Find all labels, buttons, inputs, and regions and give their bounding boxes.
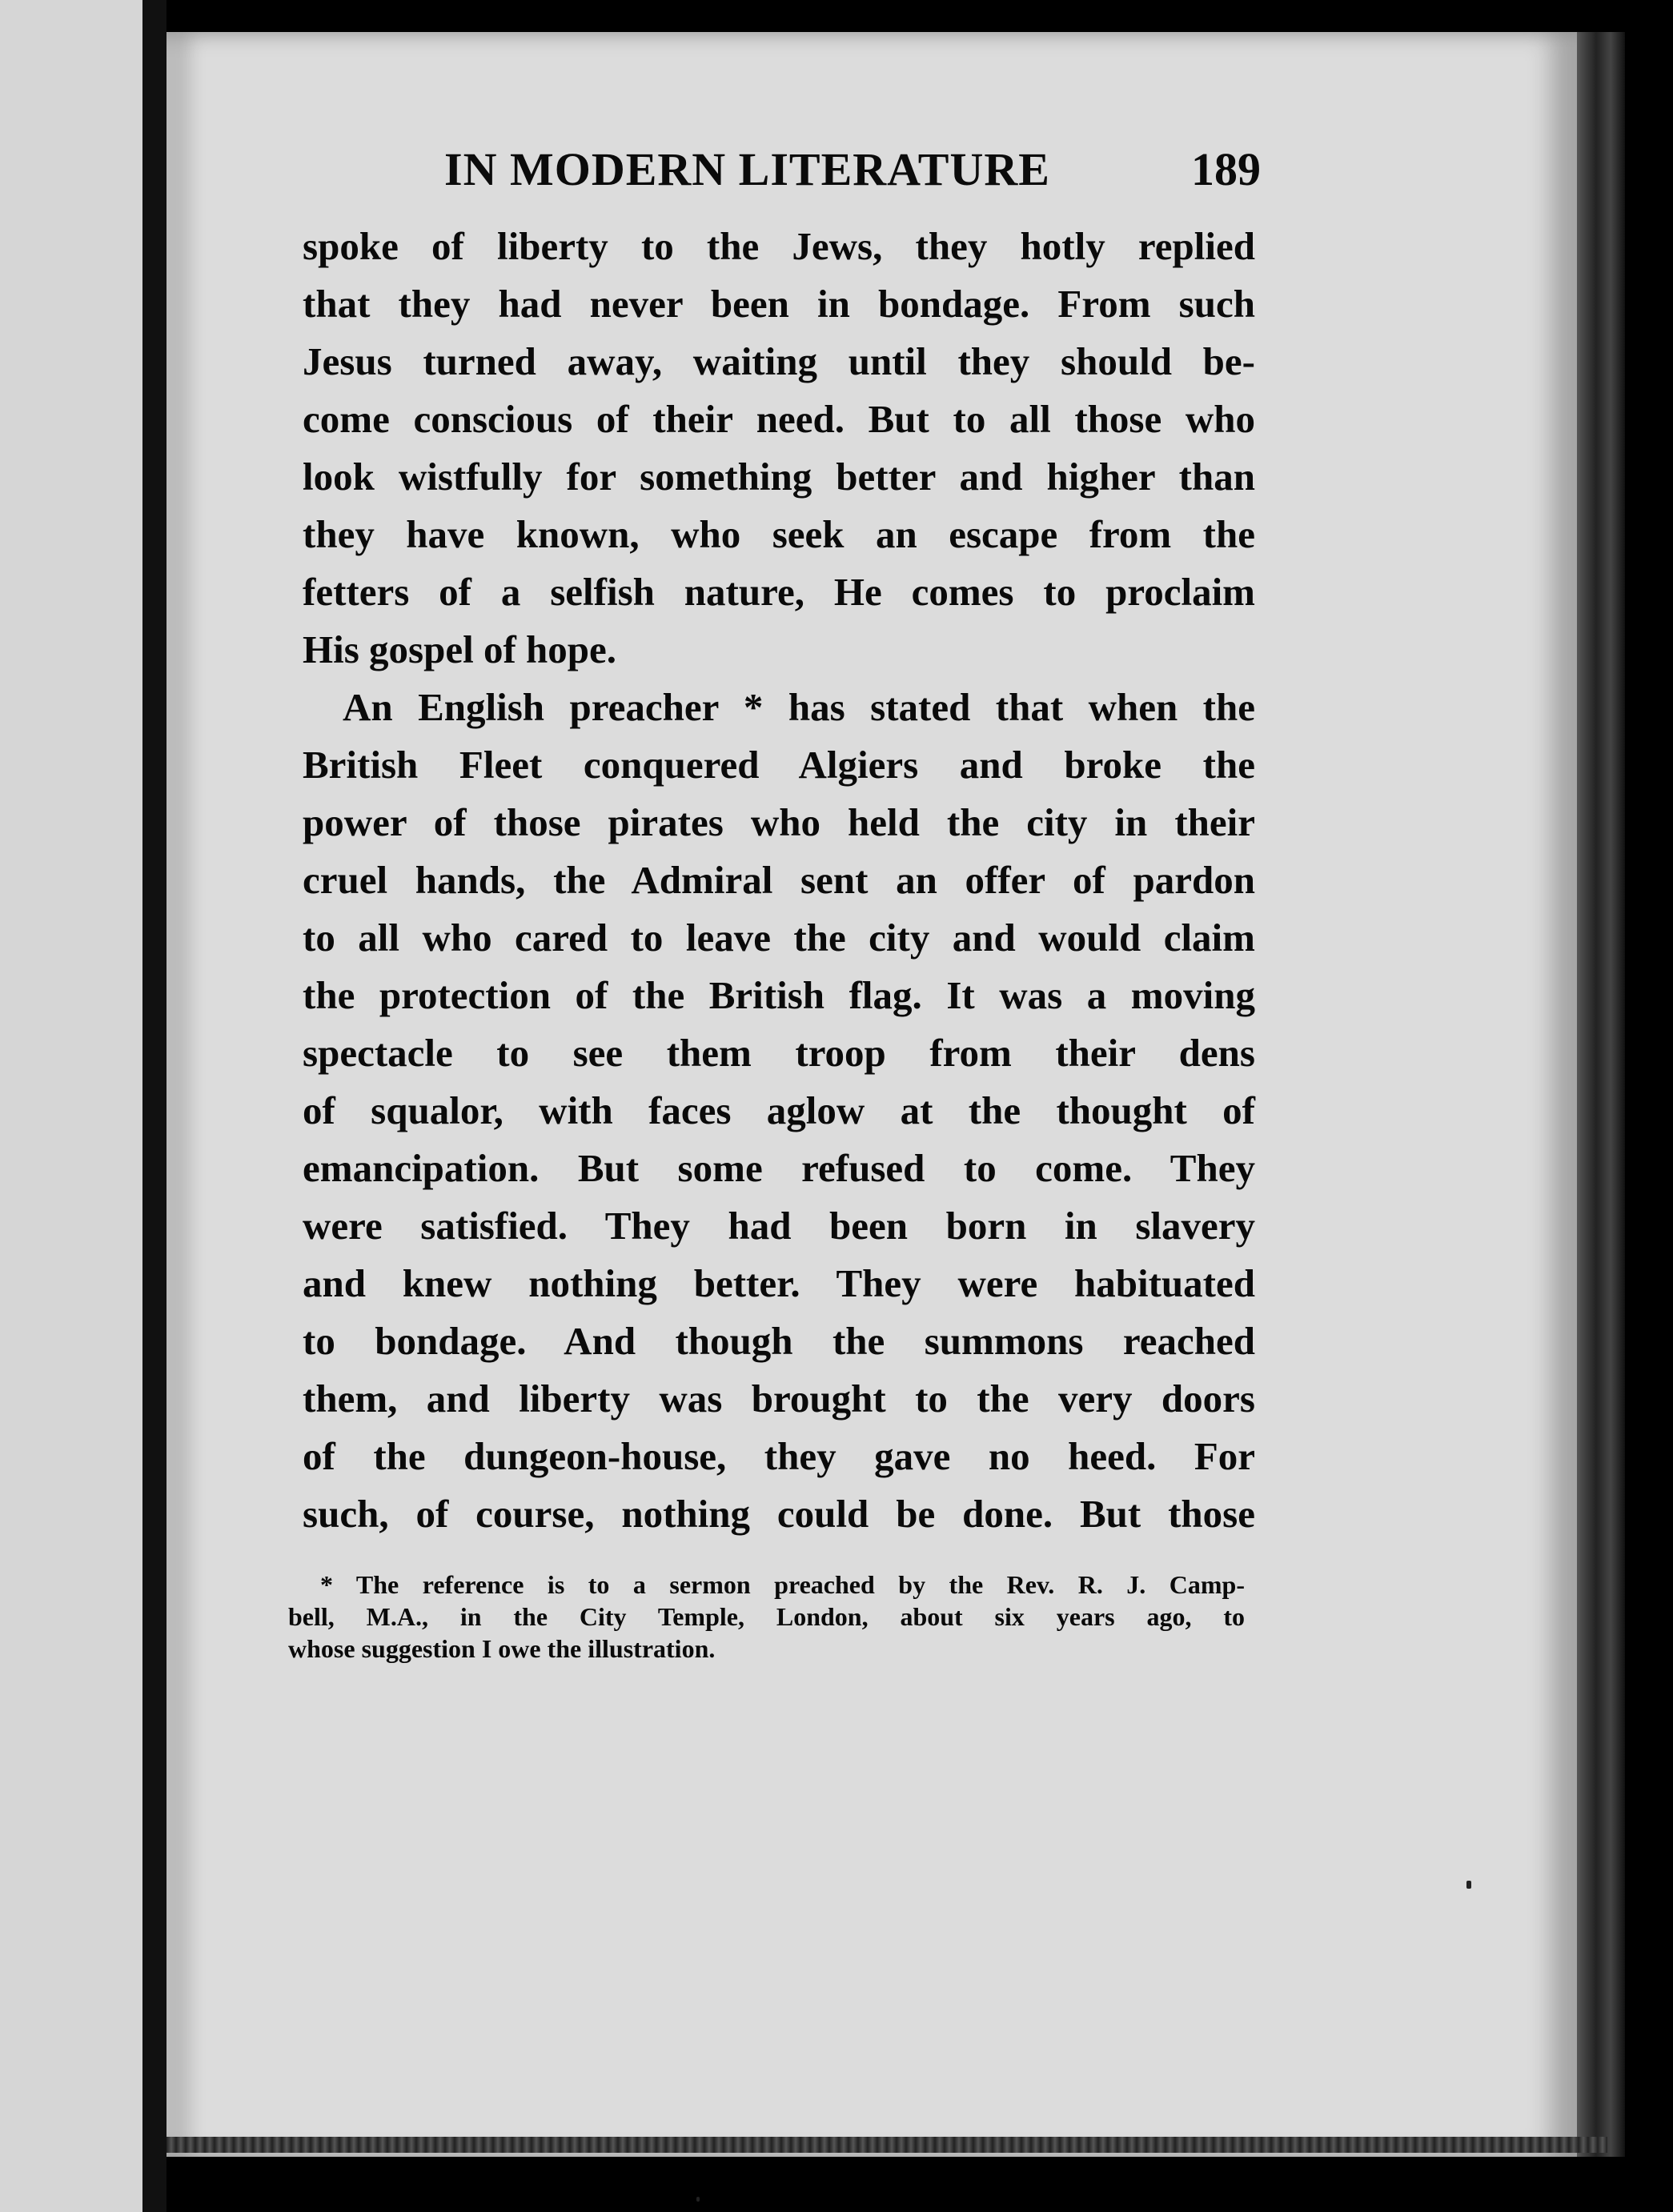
running-header-title: IN MODERN LITERATURE	[444, 143, 1050, 195]
text-line: and knew nothing better. They were habituated	[303, 1261, 1255, 1305]
book-gutter	[142, 0, 166, 2212]
text-line: that they had never been in bondage. From such	[303, 282, 1255, 326]
text-line: emancipation. But some refused to come. They	[303, 1146, 1255, 1190]
text-line: His gospel of hope.	[303, 627, 617, 671]
text-line: of the dungeon-house, they gave no heed. For	[303, 1434, 1255, 1478]
previous-page-edge	[0, 0, 142, 2212]
scan-speck	[696, 2197, 700, 2202]
footnote	[288, 1569, 1245, 1665]
text-line: the protection of the British flag. It was a moving	[303, 973, 1255, 1017]
text-line: cruel hands, the Admiral sent an offer of pardon	[303, 858, 1255, 902]
text-line: fetters of a selfish nature, He comes to proclaim	[303, 570, 1255, 614]
text-line: come conscious of their need. But to all those who	[303, 397, 1255, 441]
text-line: British Fleet conquered Algiers and broke the	[303, 743, 1255, 787]
text-line: they have known, who seek an escape from the	[303, 512, 1255, 556]
text-line: spoke of liberty to the Jews, they hotly replied	[303, 224, 1255, 268]
text-line: look wistfully for something better and higher than	[303, 455, 1255, 499]
page-bottom-edge	[166, 2137, 1607, 2153]
text-line: such, of course, nothing could be done. But those	[303, 1492, 1255, 1536]
text-line: them, and liberty was brought to the very doors	[303, 1376, 1255, 1421]
text-line: spectacle to see them troop from their dens	[303, 1031, 1255, 1075]
text-line: to all who cared to leave the city and would claim	[303, 916, 1255, 960]
footnote-line: bell, M.A., in the City Temple, London, about six years ago, to	[288, 1602, 1245, 1631]
text-line: An English preacher * has stated that when the	[343, 685, 1255, 729]
page-number: 189	[1191, 143, 1261, 195]
footnote-line: whose suggestion I owe the illustration.	[288, 1634, 716, 1663]
text-line: Jesus turned away, waiting until they should be-	[303, 339, 1255, 383]
text-line: power of those pirates who held the city in their	[303, 800, 1255, 844]
text-line: to bondage. And though the summons reached	[303, 1319, 1255, 1363]
text-line: were satisfied. They had been born in slavery	[303, 1204, 1255, 1248]
running-header	[444, 142, 1261, 214]
text-line: of squalor, with faces aglow at the thought of	[303, 1088, 1255, 1132]
footnote-line: * The reference is to a sermon preached by the Rev. R. J. Camp-	[320, 1570, 1245, 1599]
page-right-edge	[1577, 32, 1625, 2157]
scan-speck	[1466, 1881, 1471, 1889]
body-text	[303, 218, 1255, 1543]
